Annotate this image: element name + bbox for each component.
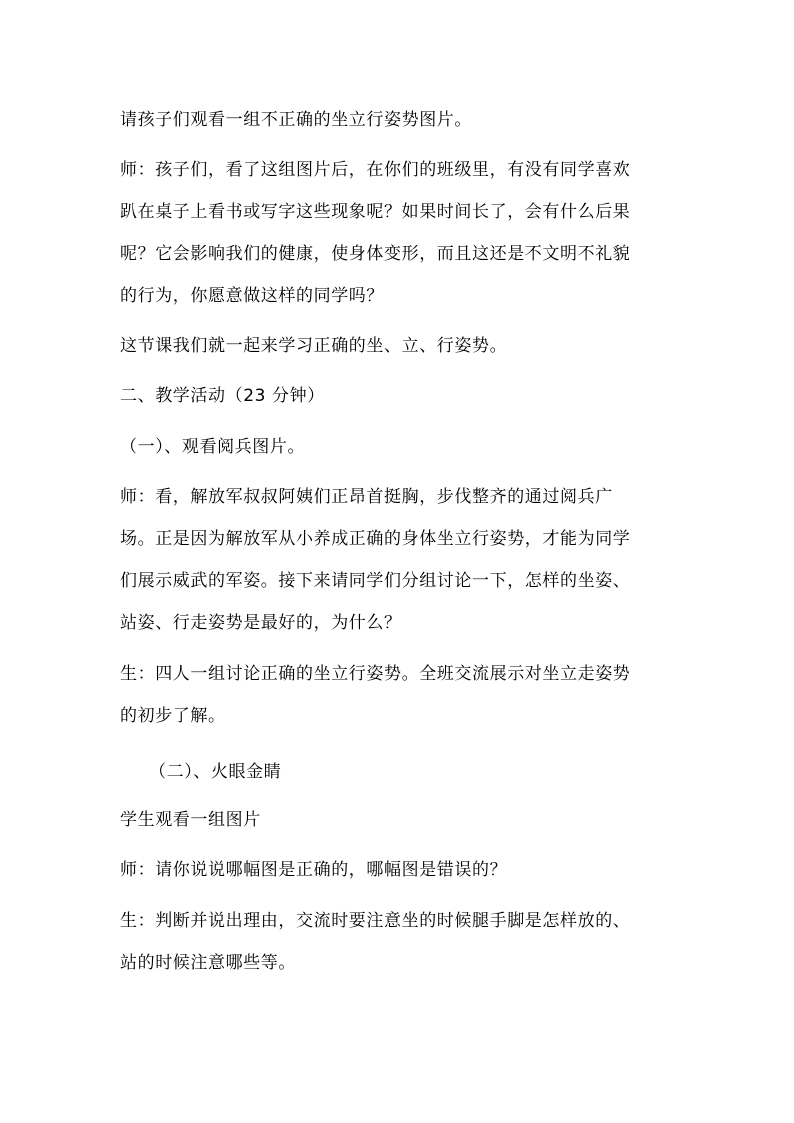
text-line: 们展示威武的军姿。接下来请同学们分组讨论一下，怎样的坐姿、 [120,571,631,591]
text-line: （一）、观看阅兵图片。 [120,437,306,457]
text-line: 站的时候注意哪些等。 [120,953,296,973]
subsection-heading-sharp-eyes [149,751,709,793]
text-line: （二）、火眼金睛 [149,762,282,782]
text-line: 站姿、行走姿势是最好的，为什么？ [120,613,402,633]
section-heading-activity [120,375,680,417]
paragraph-intro [120,99,680,141]
text-line: 生：判断并说出理由，交流时要注意坐的时候腿手脚是怎样放的、 [120,911,631,931]
text-line: 师：孩子们，看了这组图片后，在你们的班级里，有没有同学喜欢 [120,160,631,180]
text-line: 学生观看一组图片 [120,810,261,830]
paragraph-students-view [120,799,680,841]
paragraph-lesson-topic [120,325,680,367]
text-line: 的初步了解。 [120,706,226,726]
text-line: 师：请你说说哪幅图是正确的，哪幅图是错误的？ [120,860,508,880]
text-line: 的行为，你愿意做这样的同学吗？ [120,286,384,306]
text-line: 场。正是因为解放军从小养成正确的身体坐立行姿势，才能为同学 [120,529,631,549]
paragraph-teacher-question [120,149,680,317]
paragraph-teacher-ask [120,849,680,891]
paragraph-student-discussion [120,653,680,737]
paragraph-teacher-parade [120,476,680,644]
paragraph-student-judge [120,900,680,984]
text-line: 二、教学活动（23 分钟） [120,386,325,406]
text-line: 呢？它会影响我们的健康，使身体变形，而且这还是不文明不礼貌 [120,244,631,264]
text-line: 请孩子们观看一组不正确的坐立行姿势图片。 [120,110,472,130]
text-line: 生：四人一组讨论正确的坐立行姿势。全班交流展示对坐立走姿势 [120,664,631,684]
text-line: 师：看，解放军叔叔阿姨们正昂首挺胸，步伐整齐的通过阅兵广 [120,487,613,507]
text-line: 趴在桌子上看书或写字这些现象呢？如果时间长了，会有什么后果 [120,202,631,222]
text-line: 这节课我们就一起来学习正确的坐、立、行姿势。 [120,336,508,356]
subsection-heading-parade [120,426,680,468]
